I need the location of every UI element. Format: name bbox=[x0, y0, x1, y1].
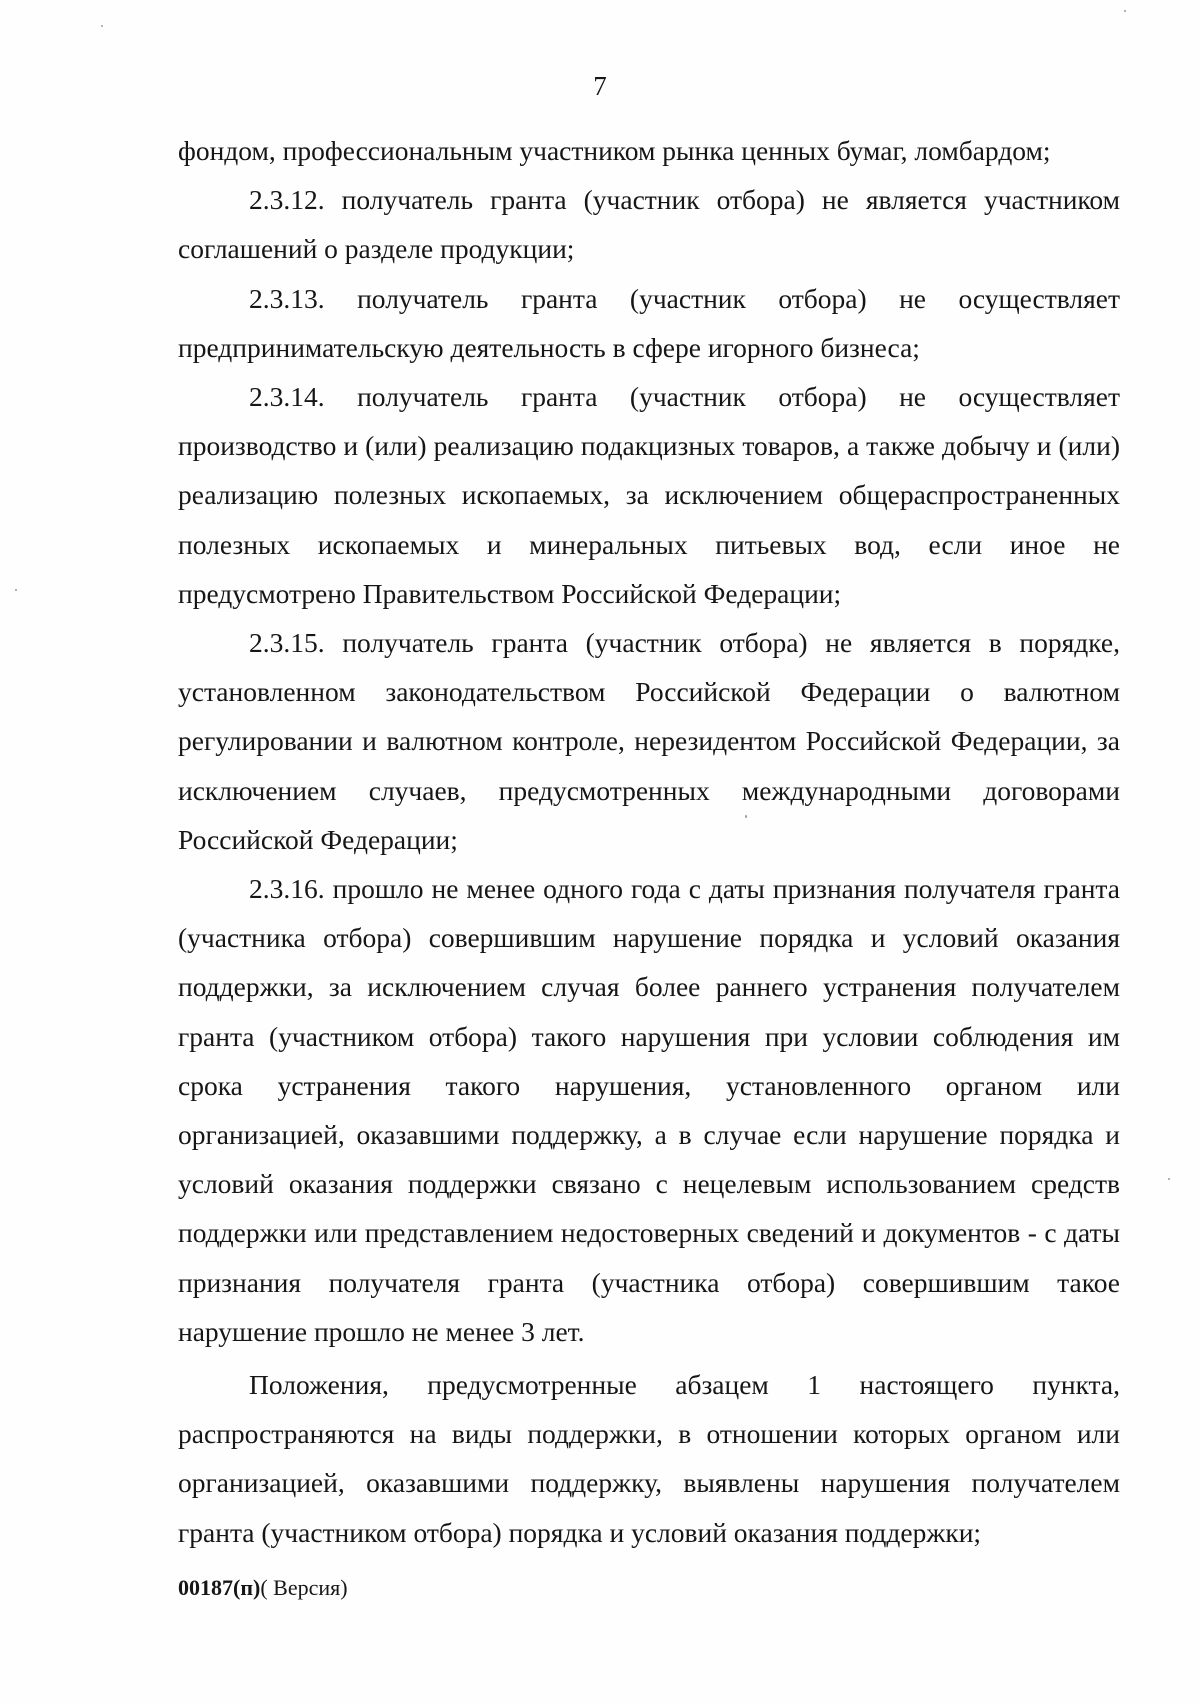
scan-speck bbox=[1124, 10, 1126, 12]
scan-speck bbox=[15, 589, 17, 591]
scan-speck bbox=[745, 815, 747, 818]
document-code: 00187(п) bbox=[178, 1575, 261, 1600]
paragraph-provisions: Положения, предусмотренные абзацем 1 настоящего пункта, распространяются на виды поддержки, в отношении которых органом или организацией, оказавшими поддержку, выявлены нарушения получателем гранта (участником отбора) порядка и условий оказания поддержки; bbox=[178, 1369, 1120, 1548]
document-footer bbox=[178, 1574, 348, 1602]
scan-speck bbox=[101, 25, 103, 27]
page-number: 7 bbox=[593, 71, 607, 101]
document-body bbox=[178, 126, 1120, 1557]
paragraph-2-3-13: 2.3.13. получатель гранта (участник отбора) не осуществляет предпринимательскую деятельность в сфере игорного бизнеса; bbox=[178, 282, 1120, 363]
paragraph-2-3-16: 2.3.16. прошло не менее одного года с даты признания получателя гранта (участника отбора) совершившим нарушение порядка и условий оказания поддержки, за исключением случая более раннего устранения получателем гранта (участником отбора) такого нарушения при условии соблюдения им срока устранения такого нарушения, установленного органом или организацией, оказавшими поддержку, а в случае если нарушение порядка и условий оказания поддержки связано с нецелевым использованием средств поддержки или представлением недостоверных сведений и документов - с даты признания получателя гранта (участника отбора) совершившим такое нарушение прошло не менее 3 лет. bbox=[178, 873, 1120, 1347]
paragraph-2-3-14: 2.3.14. получатель гранта (участник отбора) не осуществляет производство и (или) реализацию подакцизных товаров, а также добычу и (или) реализацию полезных ископаемых, за исключением общераспространенных полезных ископаемых и минеральных питьевых вод, если иное не предусмотрено Правительством Российской Федерации; bbox=[178, 381, 1120, 609]
scan-speck bbox=[1168, 1178, 1170, 1180]
document-version: ( Версия) bbox=[260, 1575, 348, 1600]
paragraph-continuation: фондом, профессиональным участником рынка ценных бумаг, ломбардом; bbox=[178, 135, 1051, 166]
paragraph-2-3-12: 2.3.12. получатель гранта (участник отбора) не является участником соглашений о разделе продукции; bbox=[178, 184, 1120, 265]
paragraph-2-3-15: 2.3.15. получатель гранта (участник отбора) не является в порядке, установленном законодательством Российской Федерации о валютном регулировании и валютном контроле, нерезидентом Российской Федерации, за исключением случаев, предусмотренных международными договорами Российской Федерации; bbox=[178, 627, 1120, 855]
